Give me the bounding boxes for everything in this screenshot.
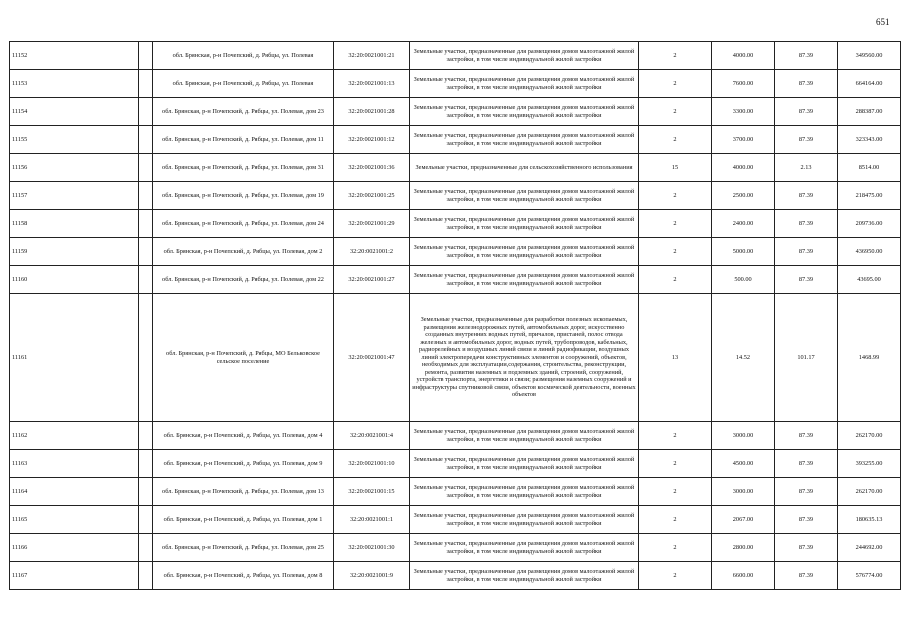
area-cell: 6600.00	[712, 562, 775, 590]
rate-cell: 87.39	[775, 422, 838, 450]
category-code-cell: 15	[639, 154, 712, 182]
rate-cell: 87.39	[775, 450, 838, 478]
category-code-cell: 2	[639, 70, 712, 98]
cadastral-value-cell: 262170.00	[838, 478, 901, 506]
table-row	[10, 506, 901, 534]
gap-cell	[139, 294, 153, 422]
cadastral-value-cell: 43695.00	[838, 266, 901, 294]
area-cell: 3000.00	[712, 478, 775, 506]
cadastral-value-cell: 180635.13	[838, 506, 901, 534]
address-cell: обл. Брянская, р-н Почепский, д. Рябцы, ул. Полевая, дом 24	[153, 210, 334, 238]
area-cell: 500.00	[712, 266, 775, 294]
gap-cell	[139, 450, 153, 478]
cadastral-value-cell: 323343.00	[838, 126, 901, 154]
row-number-cell: 11161	[10, 294, 139, 422]
table-row	[10, 154, 901, 182]
table-row	[10, 70, 901, 98]
land-use-cell: Земельные участки, предназначенные для размещения домов малоэтажной жилой застройки, в том числе индивидуальной жилой застройки	[410, 422, 639, 450]
gap-cell	[139, 266, 153, 294]
cadastral-number-cell: 32:20:0021001:25	[334, 182, 410, 210]
cadastral-value-cell: 218475.00	[838, 182, 901, 210]
row-number-cell: 11165	[10, 506, 139, 534]
table-row	[10, 182, 901, 210]
land-use-cell: Земельные участки, предназначенные для размещения домов малоэтажной жилой застройки, в том числе индивидуальной жилой застройки	[410, 238, 639, 266]
row-number-cell: 11162	[10, 422, 139, 450]
category-code-cell: 2	[639, 478, 712, 506]
row-number-cell: 11166	[10, 534, 139, 562]
address-cell: обл. Брянская, р-н Почепский, д. Рябцы, ул. Полевая, дом 25	[153, 534, 334, 562]
rate-cell: 87.39	[775, 98, 838, 126]
area-cell: 2800.00	[712, 534, 775, 562]
area-cell: 4500.00	[712, 450, 775, 478]
row-number-cell: 11155	[10, 126, 139, 154]
land-use-cell: Земельные участки, предназначенные для размещения домов малоэтажной жилой застройки, в том числе индивидуальной жилой застройки	[410, 42, 639, 70]
gap-cell	[139, 98, 153, 126]
rate-cell: 2.13	[775, 154, 838, 182]
cadastral-number-cell: 32:20:0021001:27	[334, 266, 410, 294]
rate-cell: 101.17	[775, 294, 838, 422]
address-cell: обл. Брянская, р-н Почепский, д. Рябцы, ул. Полевая, дом 19	[153, 182, 334, 210]
area-cell: 4000.00	[712, 154, 775, 182]
area-cell: 14.52	[712, 294, 775, 422]
category-code-cell: 13	[639, 294, 712, 422]
category-code-cell: 2	[639, 98, 712, 126]
address-cell: обл. Брянская, р-н Почепский, д. Рябцы, ул. Полевая, дом 2	[153, 238, 334, 266]
gap-cell	[139, 534, 153, 562]
land-use-cell: Земельные участки, предназначенные для размещения домов малоэтажной жилой застройки, в том числе индивидуальной жилой застройки	[410, 562, 639, 590]
table-row	[10, 126, 901, 154]
cadastral-number-cell: 32:20:0021001:30	[334, 534, 410, 562]
rate-cell: 87.39	[775, 210, 838, 238]
table-row	[10, 478, 901, 506]
table-row	[10, 534, 901, 562]
cadastral-value-cell: 244692.00	[838, 534, 901, 562]
land-use-cell: Земельные участки, предназначенные для размещения домов малоэтажной жилой застройки, в том числе индивидуальной жилой застройки	[410, 478, 639, 506]
cadastral-value-cell: 8514.00	[838, 154, 901, 182]
area-cell: 3000.00	[712, 422, 775, 450]
address-cell: обл. Брянская, р-н Почепский, д. Рябцы, ул. Полевая, дом 11	[153, 126, 334, 154]
gap-cell	[139, 478, 153, 506]
row-number-cell: 11154	[10, 98, 139, 126]
gap-cell	[139, 562, 153, 590]
row-number-cell: 11156	[10, 154, 139, 182]
rate-cell: 87.39	[775, 182, 838, 210]
gap-cell	[139, 506, 153, 534]
area-cell: 2067.00	[712, 506, 775, 534]
cadastral-number-cell: 32:20:0021001:1	[334, 506, 410, 534]
land-use-cell: Земельные участки, предназначенные для сельскохозяйственного использования	[410, 154, 639, 182]
rate-cell: 87.39	[775, 562, 838, 590]
category-code-cell: 2	[639, 506, 712, 534]
cadastral-number-cell: 32:20:0021001:28	[334, 98, 410, 126]
address-cell: обл. Брянская, р-н Почепский, д. Рябцы, МО Бельковское сельское поселение	[153, 294, 334, 422]
category-code-cell: 2	[639, 450, 712, 478]
land-use-cell: Земельные участки, предназначенные для размещения домов малоэтажной жилой застройки, в том числе индивидуальной жилой застройки	[410, 210, 639, 238]
gap-cell	[139, 182, 153, 210]
land-use-cell: Земельные участки, предназначенные для размещения домов малоэтажной жилой застройки, в том числе индивидуальной жилой застройки	[410, 266, 639, 294]
category-code-cell: 2	[639, 182, 712, 210]
rate-cell: 87.39	[775, 534, 838, 562]
land-use-cell: Земельные участки, предназначенные для размещения домов малоэтажной жилой застройки, в том числе индивидуальной жилой застройки	[410, 126, 639, 154]
cadastral-number-cell: 32:20:0021001:47	[334, 294, 410, 422]
cadastral-number-cell: 32:20:0021001:10	[334, 450, 410, 478]
cadastral-value-cell: 288387.00	[838, 98, 901, 126]
cadastral-value-cell: 349560.00	[838, 42, 901, 70]
gap-cell	[139, 70, 153, 98]
gap-cell	[139, 42, 153, 70]
gap-cell	[139, 154, 153, 182]
cadastral-number-cell: 32:20:0021001:9	[334, 562, 410, 590]
land-use-cell: Земельные участки, предназначенные для размещения домов малоэтажной жилой застройки, в том числе индивидуальной жилой застройки	[410, 98, 639, 126]
row-number-cell: 11163	[10, 450, 139, 478]
category-code-cell: 2	[639, 562, 712, 590]
row-number-cell: 11160	[10, 266, 139, 294]
category-code-cell: 2	[639, 42, 712, 70]
row-number-cell: 11167	[10, 562, 139, 590]
gap-cell	[139, 210, 153, 238]
address-cell: обл. Брянская, р-н Почепский, д. Рябцы, ул. Полевая, дом 4	[153, 422, 334, 450]
cadastral-value-cell: 664164.00	[838, 70, 901, 98]
category-code-cell: 2	[639, 210, 712, 238]
category-code-cell: 2	[639, 422, 712, 450]
table-row	[10, 450, 901, 478]
land-use-cell: Земельные участки, предназначенные для размещения домов малоэтажной жилой застройки, в том числе индивидуальной жилой застройки	[410, 70, 639, 98]
gap-cell	[139, 238, 153, 266]
cadastral-number-cell: 32:20:0021001:4	[334, 422, 410, 450]
address-cell: обл. Брянская, р-н Почепский, д. Рябцы, ул. Полевая, дом 8	[153, 562, 334, 590]
row-number-cell: 11157	[10, 182, 139, 210]
table-row	[10, 294, 901, 422]
address-cell: обл. Брянская, р-н Почепский, д. Рябцы, ул. Полевая, дом 31	[153, 154, 334, 182]
cadastral-number-cell: 32:20:0021001:2	[334, 238, 410, 266]
area-cell: 2500.00	[712, 182, 775, 210]
land-use-cell: Земельные участки, предназначенные для размещения домов малоэтажной жилой застройки, в том числе индивидуальной жилой застройки	[410, 534, 639, 562]
cadastral-value-cell: 262170.00	[838, 422, 901, 450]
land-use-cell: Земельные участки, предназначенные для разработки полезных ископаемых, размещения железнодорожных путей, автомобильных дорог, искусственно созданных внутренних водных путей, причалов, пристаней, полос отвода железных и автомобильных дорог, водных путей, трубопроводов, кабельных, радиорелейных и воздушных линий связи и линий радиофикации, воздушных линий электропередачи конструктивных элементов и сооружений, объектов, необходимых для эксплуатации,содержания, строительства, реконструкции, ремонта, развития наземных и подземных зданий, строений, сооружений, устройств транспорта, энергетики и связи; размещения наземных сооружений и инфраструктуры спутниковой связи, объектов космической деятельности, военных объектов	[410, 294, 639, 422]
address-cell: обл. Брянская, р-н Почепский, д. Рябцы, ул. Полевая, дом 9	[153, 450, 334, 478]
cadastral-table	[9, 41, 901, 590]
area-cell: 2400.00	[712, 210, 775, 238]
gap-cell	[139, 126, 153, 154]
address-cell: обл. Брянская, р-н Почепский, д. Рябцы, ул. Полевая, дом 22	[153, 266, 334, 294]
row-number-cell: 11158	[10, 210, 139, 238]
cadastral-number-cell: 32:20:0021001:12	[334, 126, 410, 154]
row-number-cell: 11164	[10, 478, 139, 506]
area-cell: 4000.00	[712, 42, 775, 70]
cadastral-number-cell: 32:20:0021001:29	[334, 210, 410, 238]
address-cell: обл. Брянская, р-н Почепский, д. Рябцы, ул. Полевая, дом 13	[153, 478, 334, 506]
address-cell: обл. Брянская, р-н Почепский, д. Рябцы, ул. Полевая	[153, 42, 334, 70]
address-cell: обл. Брянская, р-н Почепский, д. Рябцы, ул. Полевая, дом 23	[153, 98, 334, 126]
table-row	[10, 98, 901, 126]
cadastral-number-cell: 32:20:0021001:36	[334, 154, 410, 182]
table-row	[10, 42, 901, 70]
cadastral-value-cell: 393255.00	[838, 450, 901, 478]
cadastral-value-cell: 436950.00	[838, 238, 901, 266]
category-code-cell: 2	[639, 266, 712, 294]
row-number-cell: 11159	[10, 238, 139, 266]
address-cell: обл. Брянская, р-н Почепский, д. Рябцы, ул. Полевая	[153, 70, 334, 98]
area-cell: 3700.00	[712, 126, 775, 154]
rate-cell: 87.39	[775, 42, 838, 70]
table-row	[10, 266, 901, 294]
area-cell: 3300.00	[712, 98, 775, 126]
land-use-cell: Земельные участки, предназначенные для размещения домов малоэтажной жилой застройки, в том числе индивидуальной жилой застройки	[410, 182, 639, 210]
table-row	[10, 210, 901, 238]
rate-cell: 87.39	[775, 506, 838, 534]
cadastral-value-cell: 209736.00	[838, 210, 901, 238]
rate-cell: 87.39	[775, 266, 838, 294]
land-use-cell: Земельные участки, предназначенные для размещения домов малоэтажной жилой застройки, в том числе индивидуальной жилой застройки	[410, 450, 639, 478]
category-code-cell: 2	[639, 534, 712, 562]
area-cell: 5000.00	[712, 238, 775, 266]
row-number-cell: 11152	[10, 42, 139, 70]
cadastral-number-cell: 32:20:0021001:15	[334, 478, 410, 506]
row-number-cell: 11153	[10, 70, 139, 98]
area-cell: 7600.00	[712, 70, 775, 98]
rate-cell: 87.39	[775, 70, 838, 98]
rate-cell: 87.39	[775, 478, 838, 506]
rate-cell: 87.39	[775, 238, 838, 266]
rate-cell: 87.39	[775, 126, 838, 154]
table-row	[10, 422, 901, 450]
land-use-cell: Земельные участки, предназначенные для размещения домов малоэтажной жилой застройки, в том числе индивидуальной жилой застройки	[410, 506, 639, 534]
cadastral-value-cell: 576774.00	[838, 562, 901, 590]
table-row	[10, 562, 901, 590]
cadastral-value-cell: 1468.99	[838, 294, 901, 422]
category-code-cell: 2	[639, 126, 712, 154]
address-cell: обл. Брянская, р-н Почепский, д. Рябцы, ул. Полевая, дом 1	[153, 506, 334, 534]
cadastral-number-cell: 32:20:0021001:21	[334, 42, 410, 70]
page-number: 651	[876, 17, 890, 27]
table-row	[10, 238, 901, 266]
category-code-cell: 2	[639, 238, 712, 266]
gap-cell	[139, 422, 153, 450]
cadastral-number-cell: 32:20:0021001:13	[334, 70, 410, 98]
